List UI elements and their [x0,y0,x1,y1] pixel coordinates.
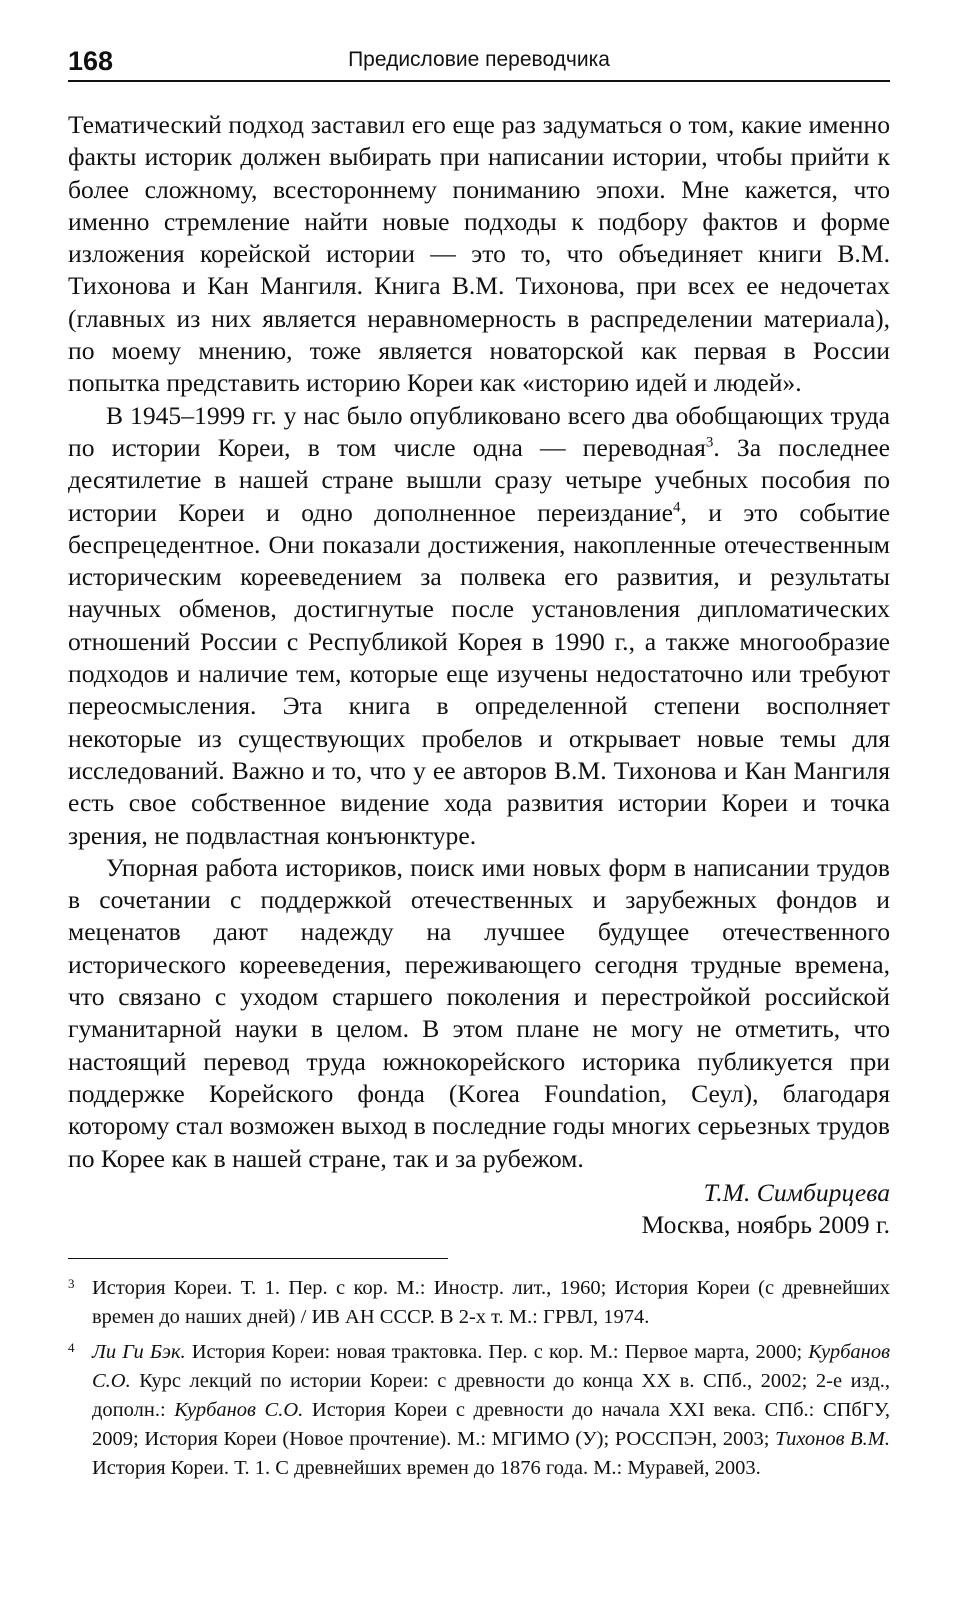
footnote-text: Курс лекций по истории Кореи: с древности до конца XX в. СПб., 2002; 2-е изд., дополн.: [92,1370,890,1421]
paragraph [68,400,890,852]
paragraph-text: В 1945–1999 гг. у нас было опубликовано всего два обобщающих труда по истории Кореи, в том числе одна — переводная [68,400,890,462]
footnote-text: История Кореи. Т. 1. С древнейших времен до 1876 года. М.: Муравей, 2003. [92,1457,761,1479]
footnotes [68,1274,890,1483]
footnote [68,1338,890,1483]
footnote-ref[interactable]: 4 [672,499,681,516]
page-number: 168 [68,46,114,76]
paragraph-text: . За последнее десятилетие в нашей стране вышли сразу четыре учебных пособия по истории Кореи и одно дополненное переиздание [68,432,890,527]
author-signature: Т.М. Симбирцева [703,1178,890,1207]
paragraph-text: , и это событие беспрецедентное. Они показали достижения, накопленные отечественным историческим корееведением за полвека его развития, и результаты научных обменов, достигнутые после установления дипломатических отношений России с Республикой Корея в 1990 г., а также многообразие подходов и наличие тем, которые еще изучены недостаточно или требуют переосмысления. Эта книга в определенной степени восполняет некоторые из существующих пробелов и открывает новые темы для исследований. Важно и то, что у ее авторов В.М. Тихонова и Кан Мангиля есть свое собственное видение хода развития истории Кореи и точка зрения, не подвластная конъюнктуре. [68,497,890,850]
page-header [68,42,890,82]
footnote [68,1274,890,1332]
running-title: Предисловие переводчика [348,48,610,71]
author-name: Курбанов С.О. [174,1399,304,1421]
author-name: Курбанов С.О. [92,1341,890,1392]
footnote-text: История Кореи с древности до начала XXI века. СПб.: СПбГУ, 2009; История Кореи (Новое прочтение). М.: МГИМО (У); РОССПЭН, 2003; [92,1399,890,1450]
footnote-divider [68,1258,448,1259]
main-text [68,109,890,1175]
place-date: Москва, ноябрь 2009 г. [641,1210,890,1239]
footnote-text: История Кореи. Т. 1. Пер. с кор. М.: Иностр. лит., 1960; История Кореи (с древнейших времен до наших дней) / ИВ АН СССР. В 2-х т. М.: ГРВЛ, 1974. [92,1277,890,1328]
paragraph: Упорная работа историков, поиск ими новых форм в написании трудов в сочетании с поддержкой отечественных и зарубежных фондов и меценатов дают надежду на лучшее будущее отечественного исторического корееведения, переживающего сегодня трудные времена, что связано с уходом старшего поколения и перестройкой российской гуманитарной науки в целом. В этом плане не могу не отметить, что настоящий перевод труда южнокорейского историка публикуется при поддержке Корейского фонда (Korea Foundation, Сеул), благодаря которому стал возможен выход в последние годы многих серьезных трудов по Корее как в нашей стране, так и за рубежом. [68,852,890,1173]
paragraph: Тематический подход заставил его еще раз задуматься о том, какие именно факты историк должен выбирать при написании истории, чтобы прийти к более сложному, всестороннему пониманию эпохи. Мне кажется, что именно стремление найти новые подходы к подбору фактов и форме изложения корейской истории — это то, что объединяет книги В.М. Тихонова и Кан Мангиля. Книга В.М. Тихонова, при всех ее недочетах (главных из них является неравномерность в распределении материала), по моему мнению, тоже является новаторской как первая в России попытка представить историю Кореи как «историю идей и людей». [68,110,890,398]
footnote-ref[interactable]: 3 [705,434,714,451]
footnote-text: История Кореи: новая трактовка. Пер. с кор. М.: Первое марта, 2000; [185,1341,809,1363]
signature-block [641,1177,890,1241]
footnote-mark: 4 [68,1340,75,1355]
author-name: Тихонов В.М. [775,1428,890,1450]
author-name: Ли Ги Бэк. [92,1341,186,1363]
footnote-mark: 3 [68,1276,75,1291]
